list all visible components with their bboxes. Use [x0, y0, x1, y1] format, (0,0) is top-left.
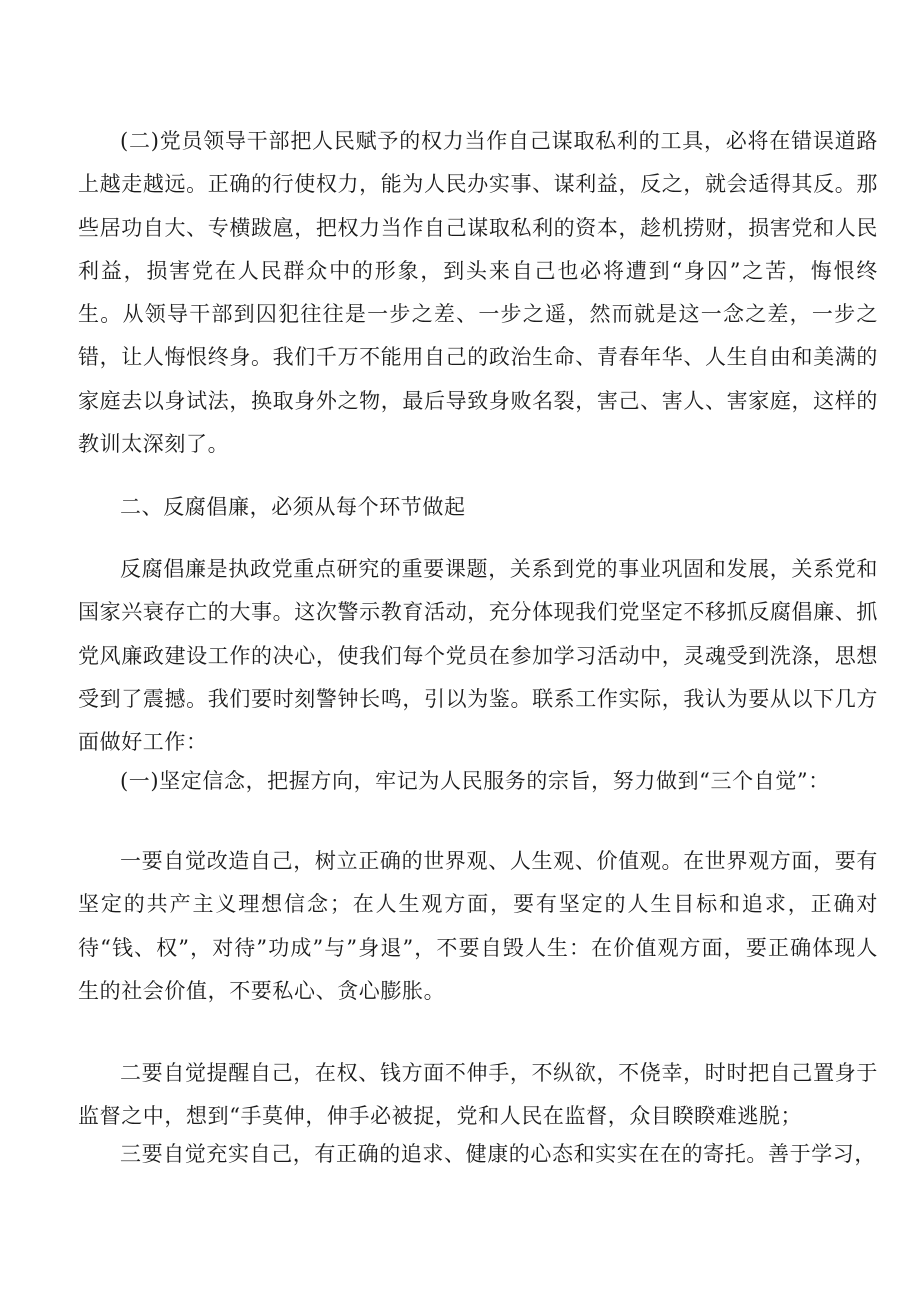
paragraph-power-abuse: (二)党员领导干部把人民赋予的权力当作自己谋取私利的工具，必将在错误道路上越走越远。正确的行使权力，能为人民办实事、谋利益，反之，就会适得其反。那些居功自大、专横跋扈，把权力当作自己谋取私利的资本，趁机捞财，损害党和人民利益，损害党在人民群众中的形象，到头来自己也必将遭到“身囚”之苦，悔恨终生。从领导干部到囚犯往往是一步之差、一步之遥，然而就是这一念之差，一步之错，让人悔恨终身。我们千万不能用自己的政治生命、青春年华、人生自由和美满的家庭去以身试法，换取身外之物，最后导致身败名裂，害己、害人、害家庭，这样的教训太深刻了。	[78, 129, 878, 457]
subheading-three-consciousness: (一)坚定信念，把握方向，牢记为人民服务的宗旨，努力做到“三个自觉”：	[120, 769, 830, 793]
section-heading-anti-corruption: 二、反腐倡廉，必须从每个环节做起	[120, 495, 466, 519]
paragraph-transform-self: 一要自觉改造自己，树立正确的世界观、人生观、价值观。在世界观方面，要有坚定的共产主义理想信念；在人生观方面，要有坚定的人生目标和追求，正确对待“钱、权”，对待”功成”与”身退”，不要自毁人生：在价值观方面，要正确体现人生的社会价值，不要私心、贪心膨胀。	[78, 849, 878, 1003]
paragraph-enrich-self: 三要自觉充实自己，有正确的追求、健康的心态和实实在在的寄托。善于学习，	[120, 1142, 876, 1166]
paragraph-anti-corruption-intro: 反腐倡廉是执政党重点研究的重要课题，关系到党的事业巩固和发展，关系党和国家兴衰存亡的大事。这次警示教育活动，充分体现我们党坚定不移抓反腐倡廉、抓党风廉政建设工作的决心，使我们每个党员在参加学习活动中，灵魂受到洗涤，思想受到了震撼。我们要时刻警钟长鸣，引以为鉴。联系工作实际，我认为要从以下几方面做好工作：	[78, 557, 878, 755]
paragraph-remind-self: 二要自觉提醒自己，在权、钱方面不伸手，不纵欲，不侥幸，时时把自己置身于监督之中，想到“手莫伸，伸手必被捉，党和人民在监督，众目睽睽难逃脱；	[78, 1061, 878, 1129]
